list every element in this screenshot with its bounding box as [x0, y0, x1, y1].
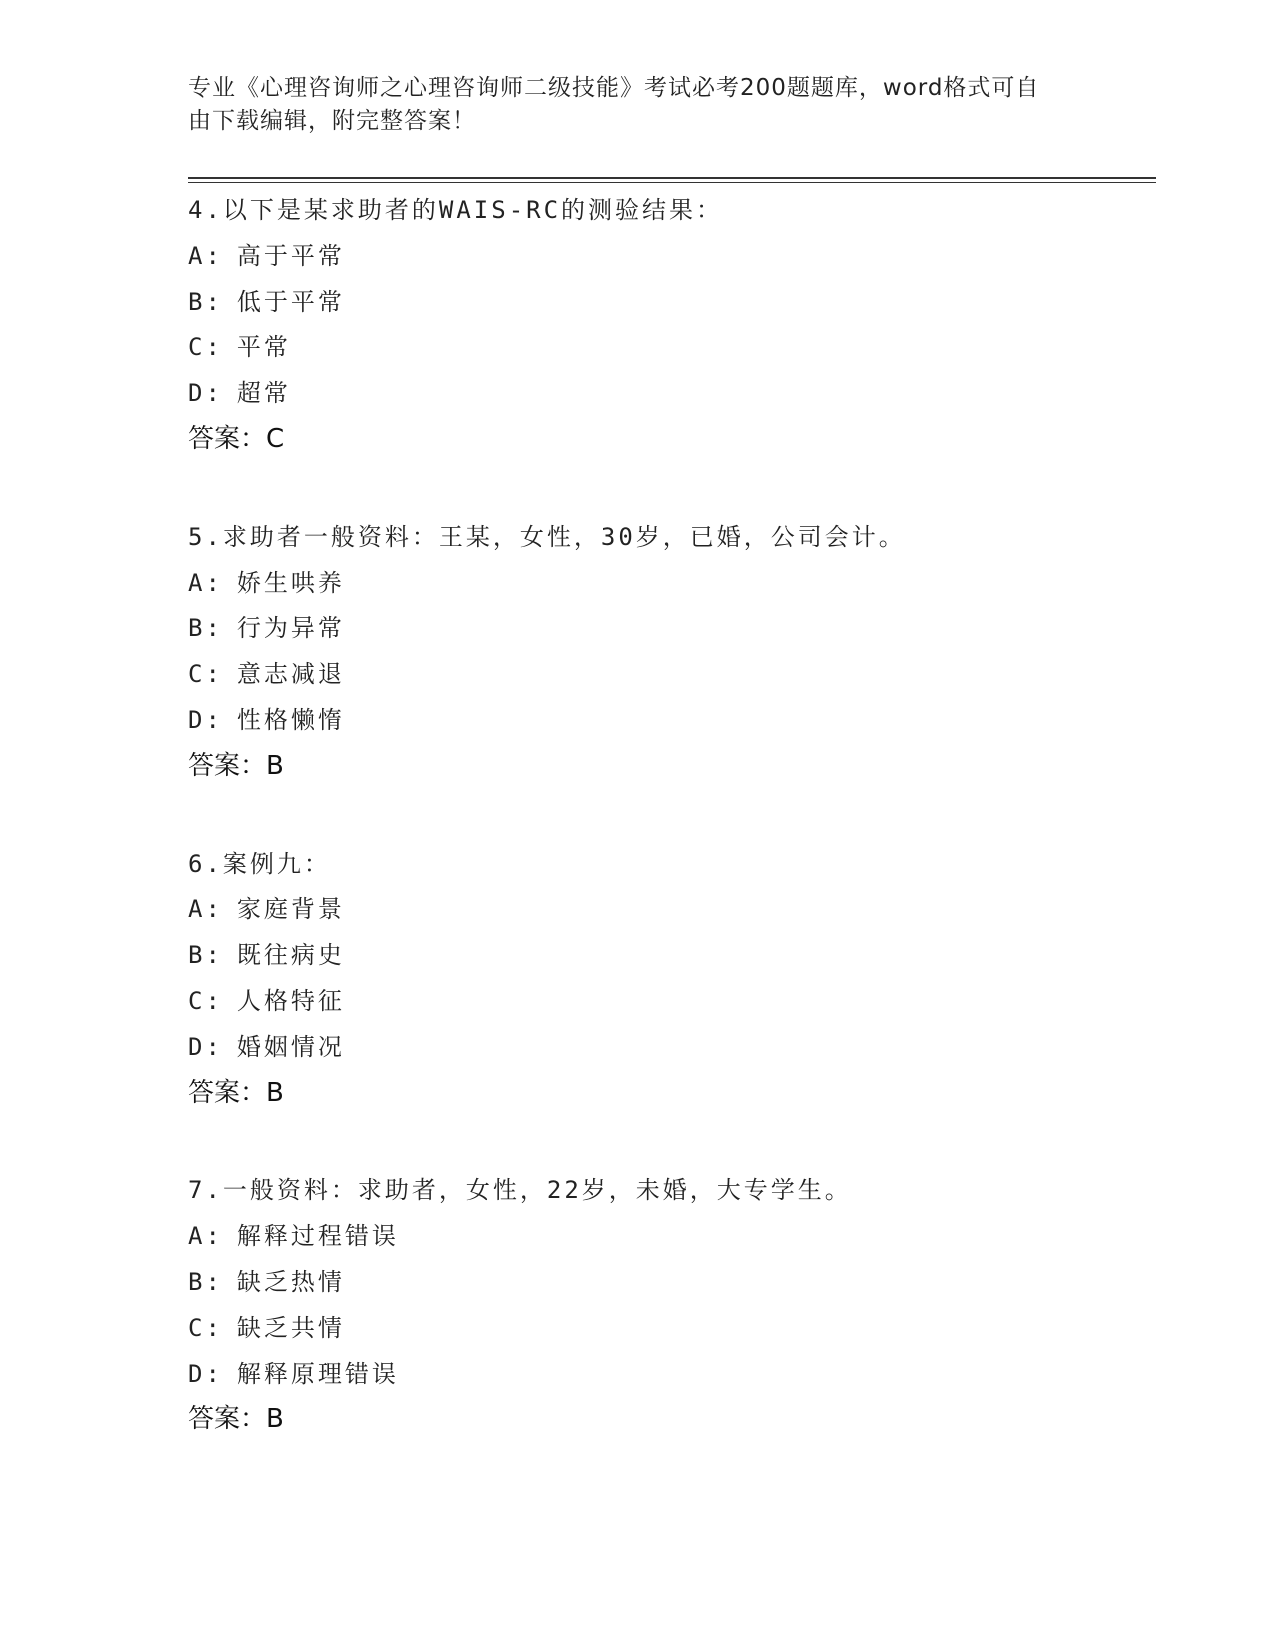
header-divider-top [188, 177, 1156, 179]
option-letter: A: [188, 895, 223, 924]
option-letter: D: [188, 1032, 223, 1061]
option-text: 解释原理错误 [236, 1359, 399, 1388]
option-text: 婚姻情况 [236, 1032, 345, 1061]
option-text: 超常 [236, 379, 291, 408]
answer-line: 答案：C [188, 423, 285, 454]
option-c [188, 1306, 1156, 1352]
option-letter: B: [188, 1267, 223, 1296]
option-letter: A: [188, 568, 223, 597]
option-letter: B: [188, 287, 223, 316]
header-line-1: 专业《心理咨询师之心理咨询师二级技能》考试必考200题题库，word格式可自 [188, 75, 1040, 101]
question-list [188, 188, 1156, 1495]
option-c [188, 652, 1156, 698]
option-text: 解释过程错误 [236, 1222, 399, 1251]
question-stem: 4.以下是某求助者的WAIS-RC的测验结果： [188, 196, 724, 224]
answer-line: 答案：B [188, 1404, 284, 1435]
option-letter: B: [188, 614, 223, 643]
option-text: 性格懒惰 [236, 705, 345, 734]
question-6 [188, 842, 1156, 1117]
header-line-2: 由下载编辑，附完整答案！ [188, 108, 476, 134]
option-text: 家庭背景 [236, 895, 345, 924]
document-header [188, 72, 1088, 138]
option-text: 平常 [236, 333, 291, 362]
option-text: 高于平常 [236, 241, 345, 270]
question-4 [188, 188, 1156, 463]
option-a [188, 1214, 1156, 1260]
option-letter: D: [188, 379, 223, 408]
option-text: 人格特征 [236, 986, 345, 1015]
option-b [188, 280, 1156, 326]
option-b [188, 933, 1156, 979]
option-d [188, 1025, 1156, 1071]
option-text: 缺乏共情 [236, 1313, 345, 1342]
answer-line: 答案：B [188, 1077, 284, 1108]
option-text: 缺乏热情 [236, 1267, 345, 1296]
header-divider-bottom [188, 182, 1156, 183]
question-stem: 5.求助者一般资料：王某，女性，30岁，已婚，公司会计。 [188, 522, 906, 551]
option-d [188, 698, 1156, 744]
question-stem: 6.案例九： [188, 849, 331, 878]
option-letter: C: [188, 660, 223, 689]
question-5 [188, 515, 1156, 790]
option-letter: D: [188, 1359, 223, 1388]
option-text: 行为异常 [236, 614, 345, 643]
option-c [188, 325, 1156, 371]
option-text: 意志减退 [236, 660, 345, 689]
option-letter: A: [188, 241, 223, 270]
option-text: 低于平常 [236, 287, 345, 316]
question-7 [188, 1168, 1156, 1443]
option-b [188, 1260, 1156, 1306]
option-letter: C: [188, 986, 223, 1015]
option-a [188, 234, 1156, 280]
option-a [188, 887, 1156, 933]
option-letter: B: [188, 941, 223, 970]
option-text: 既往病史 [236, 941, 345, 970]
option-letter: C: [188, 1313, 223, 1342]
option-a [188, 561, 1156, 607]
option-d [188, 1352, 1156, 1398]
option-letter: C: [188, 333, 223, 362]
option-text: 娇生哄养 [236, 568, 345, 597]
option-letter: A: [188, 1222, 223, 1251]
option-c [188, 979, 1156, 1025]
question-stem: 7.一般资料：求助者，女性，22岁，未婚，大专学生。 [188, 1176, 852, 1205]
option-d [188, 371, 1156, 417]
option-letter: D: [188, 705, 223, 734]
answer-line: 答案：B [188, 750, 284, 781]
option-b [188, 606, 1156, 652]
